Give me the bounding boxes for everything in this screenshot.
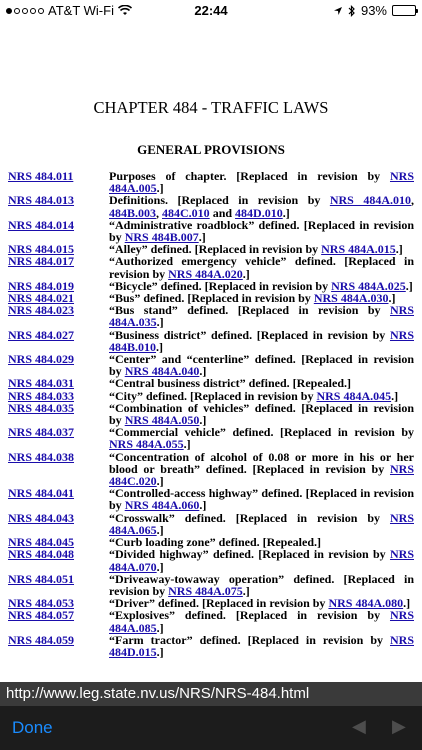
- description-text: Purposes of chapter. [Replaced in revision by: [109, 169, 390, 183]
- location-arrow-icon: [333, 6, 343, 16]
- bottom-toolbar: [0, 706, 422, 750]
- status-time: 22:44: [194, 3, 228, 18]
- bluetooth-icon: [348, 5, 356, 17]
- section-description: [105, 255, 414, 279]
- list-item: [8, 512, 414, 536]
- list-item: [8, 255, 414, 279]
- status-bar: [0, 0, 422, 22]
- description-text: .]: [405, 278, 413, 293]
- description-text: “Center” and “centerline” defined. [Replaced in revision by: [109, 352, 414, 379]
- revision-link[interactable]: 484D.010: [235, 205, 283, 220]
- section-description: [105, 634, 414, 658]
- section-link[interactable]: NRS 484.038: [8, 449, 75, 464]
- section-description: [105, 353, 414, 377]
- section-description: [105, 329, 414, 353]
- section-description: [105, 402, 414, 426]
- description-text: and: [209, 205, 236, 220]
- description-text: .]: [199, 364, 207, 379]
- description-text: .]: [242, 266, 250, 281]
- description-text: .]: [156, 474, 164, 489]
- description-text: “Driver” defined. [Replaced in revision by: [109, 596, 329, 611]
- description-text: “Combination of vehicles” defined. [Replaced in revision by: [109, 400, 414, 428]
- description-text: .]: [403, 596, 411, 611]
- revision-link[interactable]: NRS 484A.070: [109, 547, 414, 574]
- description-text: .]: [156, 315, 164, 330]
- status-right: [333, 3, 416, 18]
- list-item: [8, 609, 414, 633]
- section-link[interactable]: NRS 484.011: [8, 169, 74, 183]
- revision-link[interactable]: NRS 484A.085: [109, 608, 414, 635]
- revision-link[interactable]: NRS 484A.020: [168, 266, 243, 281]
- description-text: Definitions. [Replaced in revision by: [109, 193, 330, 208]
- description-text: .]: [156, 620, 164, 635]
- section-link[interactable]: NRS 484.019: [8, 278, 75, 293]
- done-button[interactable]: Done: [12, 718, 53, 737]
- section-description: [105, 512, 414, 536]
- section-description: [105, 426, 414, 450]
- description-text: .]: [388, 291, 396, 306]
- description-text: “Alley” defined. [Replaced in revision by: [109, 242, 322, 257]
- description-text: “Controlled-access highway” defined. [Replaced in revision by: [109, 486, 414, 513]
- description-text: “Administrative roadblock” defined. [Replaced in revision by: [109, 217, 414, 245]
- description-text: “City” defined. [Replaced in revision by: [109, 388, 317, 403]
- battery-icon: [392, 5, 416, 16]
- list-item: [8, 329, 414, 353]
- section-description: [105, 451, 414, 488]
- section-link[interactable]: NRS 484.048: [8, 547, 75, 562]
- description-text: .]: [156, 522, 164, 537]
- revision-link[interactable]: NRS 484A.080: [328, 596, 404, 611]
- forward-arrow-icon[interactable]: ▶: [392, 716, 406, 736]
- description-text: “Central business district” defined. [Repealed.]: [109, 376, 351, 391]
- description-text: “Farm tractor” defined. [Replaced in revision by: [109, 632, 390, 647]
- back-arrow-icon[interactable]: ◀: [352, 716, 366, 736]
- section-link[interactable]: NRS 484.029: [8, 352, 75, 367]
- battery-percent: 93%: [360, 3, 387, 18]
- revision-link[interactable]: 484C.010: [162, 205, 210, 220]
- section-list: [8, 170, 414, 658]
- description-text: .]: [242, 583, 250, 598]
- revision-link[interactable]: NRS 484A.075: [168, 583, 243, 598]
- description-text: .]: [156, 339, 164, 354]
- list-item: [8, 426, 414, 450]
- web-content[interactable]: [0, 22, 422, 682]
- section-link[interactable]: NRS 484.033: [8, 388, 75, 403]
- section-link[interactable]: NRS 484.031: [8, 376, 75, 391]
- description-text: .]: [198, 230, 206, 245]
- list-item: [8, 634, 414, 658]
- section-link[interactable]: NRS 484.015: [8, 242, 75, 257]
- revision-link[interactable]: NRS 484B.010: [109, 327, 414, 354]
- description-text: .]: [199, 413, 207, 428]
- description-text: .]: [199, 498, 207, 513]
- section-link[interactable]: NRS 484.057: [8, 608, 75, 623]
- list-item: [8, 402, 414, 426]
- revision-link[interactable]: NRS 484A.015: [321, 242, 396, 257]
- description-text: ,: [411, 193, 414, 208]
- description-text: “Explosives” defined. [Replaced in revision by: [109, 608, 390, 623]
- description-text: “Divided highway” defined. [Replaced in revision by: [109, 547, 390, 562]
- description-text: “Driveaway-towaway operation” defined. [Replaced in revision by: [109, 571, 414, 598]
- list-item: [8, 170, 414, 194]
- description-text: .]: [156, 181, 164, 196]
- list-item: [8, 194, 414, 218]
- section-link[interactable]: NRS 484.014: [8, 217, 75, 232]
- section-link[interactable]: NRS 484.013: [8, 193, 75, 208]
- description-text: .]: [395, 242, 403, 257]
- section-description: [105, 573, 414, 597]
- description-text: .]: [282, 205, 290, 220]
- section-link[interactable]: NRS 484.017: [8, 254, 75, 269]
- revision-link[interactable]: NRS 484A.030: [313, 291, 389, 306]
- description-text: “Bus stand” defined. [Replaced in revision by: [109, 303, 390, 318]
- section-description: [105, 487, 414, 511]
- description-text: .]: [156, 559, 164, 574]
- revision-link[interactable]: NRS 484A.060: [124, 498, 200, 513]
- list-item: [8, 219, 414, 243]
- revision-link[interactable]: NRS 484A.005: [109, 169, 414, 196]
- description-text: “Crosswalk” defined. [Replaced in revision by: [109, 510, 390, 525]
- description-text: “Concentration of alcohol of 0.08 or more in his or her blood or breath” defined. [Replaced in revision by: [109, 449, 414, 476]
- revision-link[interactable]: NRS 484A.035: [109, 303, 414, 330]
- list-item: [8, 548, 414, 572]
- revision-link[interactable]: NRS 484B.007: [124, 230, 199, 245]
- section-description: [105, 304, 414, 328]
- section-link[interactable]: NRS 484.053: [8, 596, 75, 611]
- revision-link[interactable]: NRS 484A.025: [331, 278, 406, 293]
- section-title: GENERAL PROVISIONS: [137, 142, 285, 157]
- description-text: “Commercial vehicle” defined. [Replaced in revision by: [109, 425, 414, 440]
- list-item: [8, 451, 414, 488]
- description-text: “Curb loading zone” defined. [Repealed.]: [109, 535, 322, 550]
- revision-link[interactable]: 484B.003: [109, 205, 157, 220]
- url-bar[interactable]: http://www.leg.state.nv.us/NRS/NRS-484.html: [0, 682, 422, 706]
- list-item: [8, 487, 414, 511]
- list-item: [8, 304, 414, 328]
- section-description: [105, 170, 414, 194]
- description-text: “Business district” defined. [Replaced in revision by: [109, 327, 390, 342]
- description-text: “Authorized emergency vehicle” defined. [Replaced in revision by: [109, 254, 414, 281]
- revision-link[interactable]: NRS 484A.010: [329, 193, 411, 208]
- revision-link[interactable]: NRS 484D.015: [109, 632, 414, 659]
- revision-link[interactable]: NRS 484A.045: [316, 388, 392, 403]
- list-item: [8, 353, 414, 377]
- section-link[interactable]: NRS 484.035: [8, 400, 75, 415]
- section-description: [105, 548, 414, 572]
- section-link[interactable]: NRS 484.037: [8, 425, 75, 440]
- revision-link[interactable]: NRS 484A.055: [109, 437, 184, 452]
- chapter-title: CHAPTER 484 - TRAFFIC LAWS: [93, 98, 329, 117]
- description-text: “Bus” defined. [Replaced in revision by: [109, 291, 314, 306]
- revision-link[interactable]: NRS 484A.065: [109, 510, 414, 537]
- section-link[interactable]: NRS 484.051: [8, 571, 75, 586]
- description-text: ,: [156, 205, 163, 220]
- description-text: .]: [391, 388, 399, 403]
- section-description: [105, 609, 414, 633]
- carrier-label: AT&T Wi-Fi: [48, 3, 114, 18]
- description-text: .]: [156, 644, 164, 659]
- section-link[interactable]: NRS 484.041: [8, 486, 75, 501]
- revision-link[interactable]: NRS 484A.050: [124, 413, 200, 428]
- description-text: “Bicycle” defined. [Replaced in revision by: [109, 278, 332, 293]
- section-link[interactable]: NRS 484.023: [8, 303, 75, 318]
- section-link[interactable]: NRS 484.043: [8, 510, 75, 525]
- section-link[interactable]: NRS 484.021: [8, 291, 75, 306]
- section-link[interactable]: NRS 484.059: [8, 632, 75, 647]
- revision-link[interactable]: NRS 484C.020: [109, 461, 414, 489]
- section-link[interactable]: NRS 484.045: [8, 535, 75, 550]
- section-link[interactable]: NRS 484.027: [8, 327, 75, 342]
- section-description: [105, 219, 414, 243]
- description-text: .]: [183, 437, 191, 452]
- revision-link[interactable]: NRS 484A.040: [124, 364, 200, 379]
- section-description: [105, 194, 414, 218]
- list-item: [8, 573, 414, 597]
